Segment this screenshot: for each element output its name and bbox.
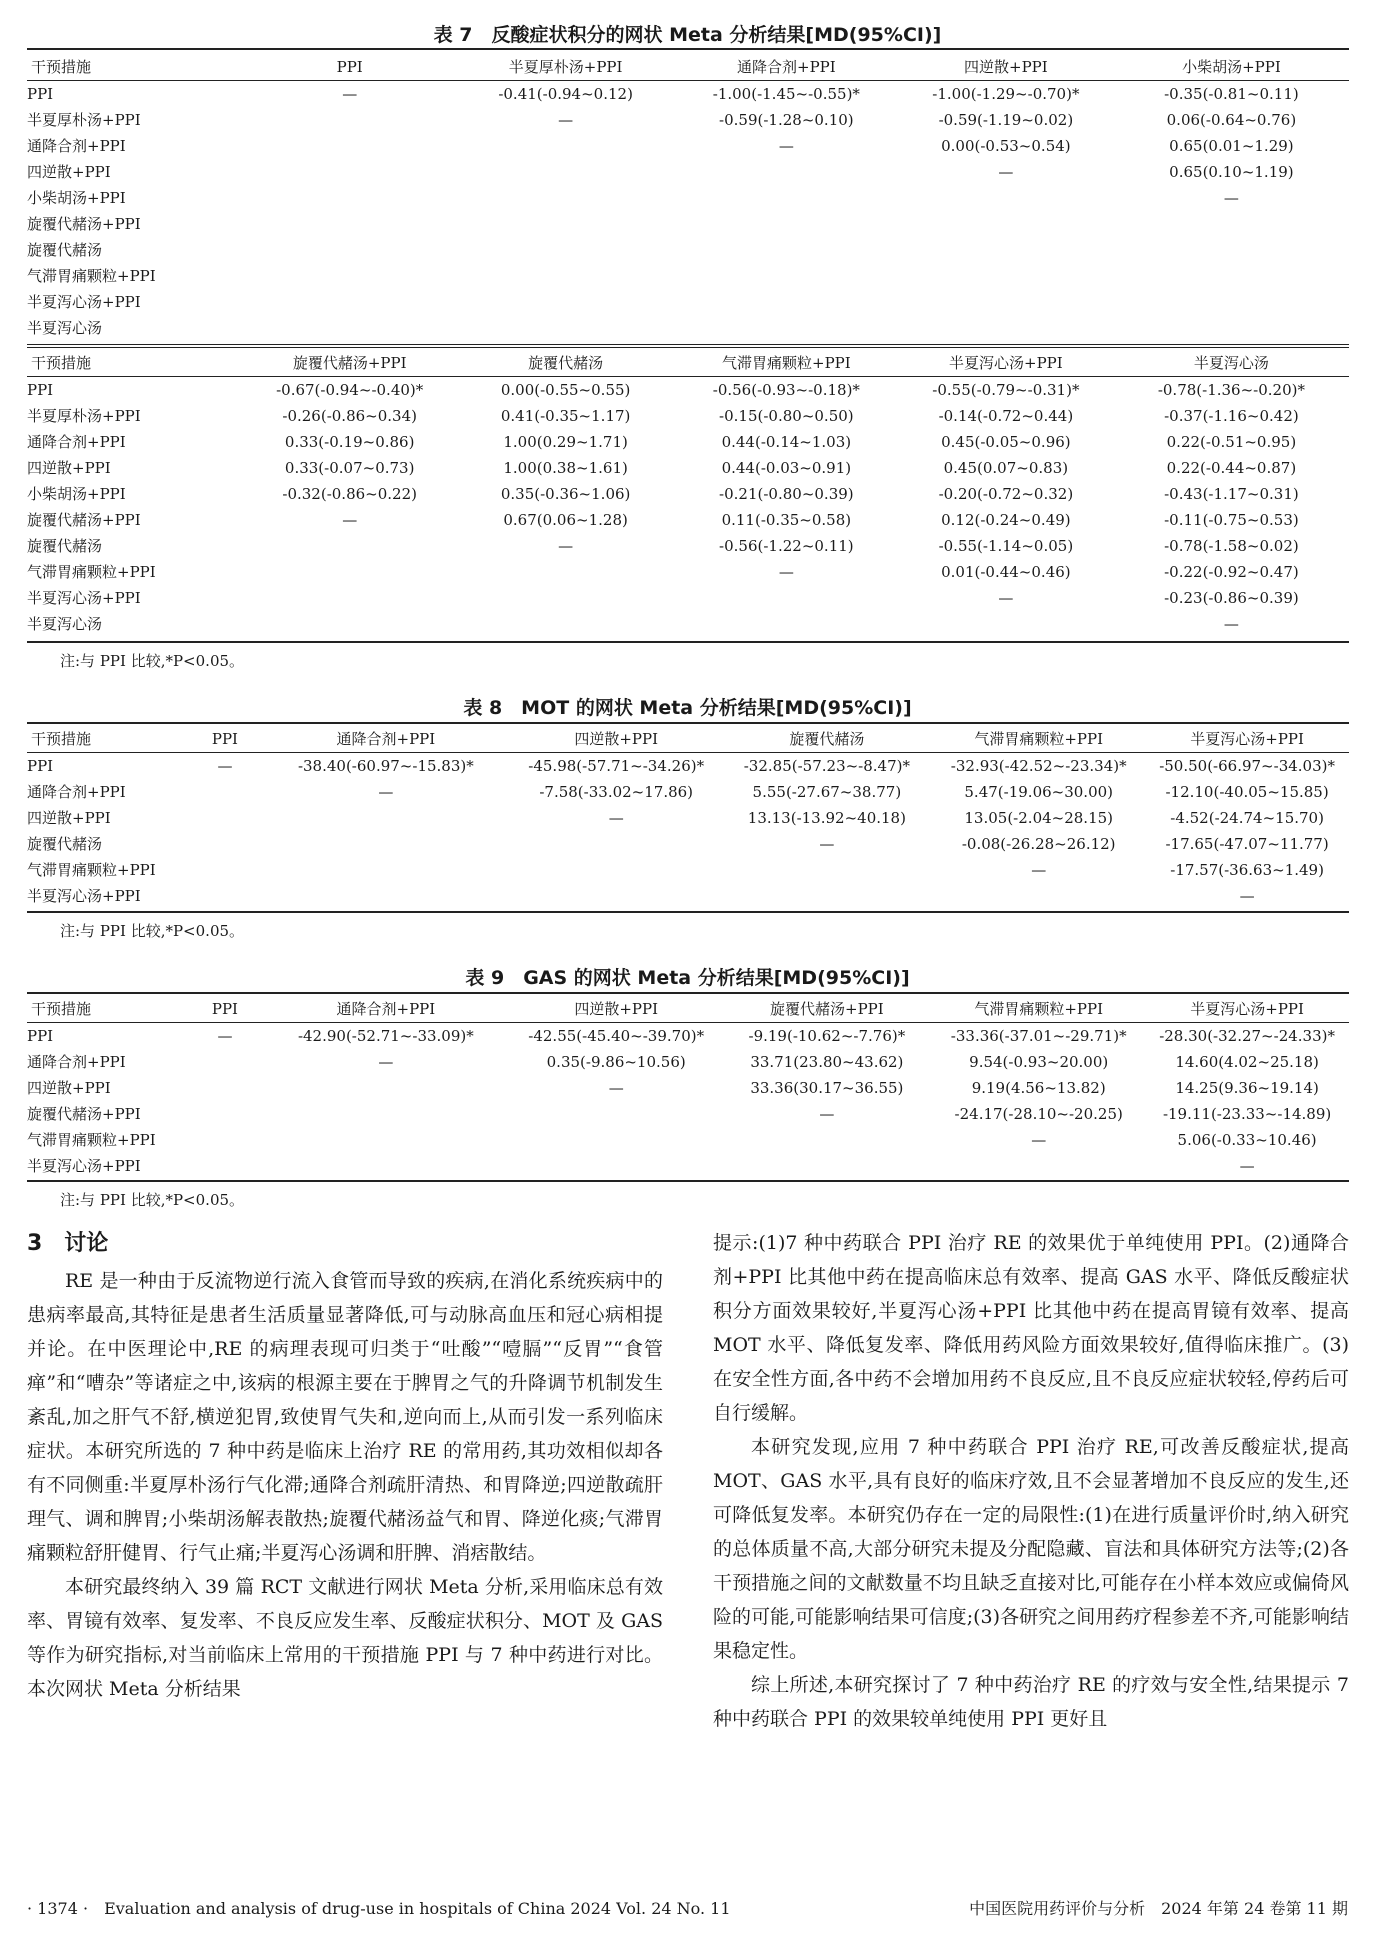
table-cell: 14.25(9.36~19.14)	[1175, 1079, 1319, 1097]
table-cell: 0.65(0.10~1.19)	[1169, 163, 1294, 181]
table-cell	[456, 559, 674, 585]
table-cell	[261, 805, 511, 831]
row-header: 旋覆代赭汤+PPI	[27, 215, 141, 233]
table-cell	[243, 611, 457, 637]
row-header: 四逆散+PPI	[27, 809, 111, 827]
table-cell: 0.06(-0.64~0.76)	[1166, 111, 1297, 129]
table-cell: 0.22(-0.44~0.87)	[1166, 459, 1297, 477]
table-cell	[189, 857, 261, 883]
table-cell: —	[778, 137, 794, 155]
table-cell	[898, 611, 1114, 637]
table-cell	[511, 1127, 722, 1153]
table-cell: -42.55(-45.40~-39.70)*	[528, 1027, 705, 1045]
table-cell: —	[1223, 189, 1239, 207]
table-cell: -0.32(-0.86~0.22)	[282, 485, 417, 503]
table7-note: 注:与 PPI 比较,*P<0.05。	[60, 652, 245, 670]
table8-caption: 表 8 MOT 的网状 Meta 分析结果[MD(95%CI)]	[463, 697, 912, 719]
table-cell: 0.45(-0.05~0.96)	[941, 433, 1071, 451]
column-header: 半夏泻心汤	[1114, 350, 1349, 377]
row-header: 旋覆代赭汤+PPI	[27, 511, 141, 529]
row-header: 通降合剂+PPI	[27, 783, 126, 801]
table-cell: —	[217, 1027, 233, 1045]
table-cell: —	[1031, 861, 1047, 879]
table-cell	[675, 211, 898, 237]
table-cell: 0.44(-0.14~1.03)	[721, 433, 852, 451]
table-cell: 0.33(-0.07~0.73)	[284, 459, 415, 477]
row-header: 气滞胃痛颗粒+PPI	[27, 267, 156, 285]
table-row	[27, 1127, 1349, 1153]
table-cell	[456, 315, 674, 341]
table-cell: -24.17(-28.10~-20.25)	[954, 1105, 1123, 1123]
table-row	[27, 883, 1349, 909]
table-cell	[243, 185, 457, 211]
table-cell: 5.47(-19.06~30.00)	[964, 783, 1114, 801]
table-row	[27, 753, 1349, 780]
table-cell: 0.44(-0.03~0.91)	[721, 459, 852, 477]
table-cell	[456, 133, 674, 159]
table-cell: —	[378, 1053, 394, 1071]
table-cell	[1114, 211, 1349, 237]
table-cell: -0.14(-0.72~0.44)	[938, 407, 1074, 425]
table-cell	[456, 289, 674, 315]
table-row	[27, 237, 1349, 263]
body-paragraph: 本研究最终纳入 39 篇 RCT 文献进行网状 Meta 分析,采用临床总有效率、胃镜有效率、复发率、不良反应发生率、反酸症状积分、MOT 及 GAS 等作为研究指标,对当前临床上常用的干预措施 PPI 与 7 种中药进行对比。本次网状 Meta 分析结果	[27, 1576, 663, 1700]
table-cell: —	[998, 589, 1014, 607]
column-header: 干预措施	[27, 726, 189, 753]
table-cell	[1114, 263, 1349, 289]
table-row	[27, 805, 1349, 831]
table-cell: 0.22(-0.51~0.95)	[1166, 433, 1297, 451]
table-cell	[243, 263, 457, 289]
table-cell: -0.56(-1.22~0.11)	[719, 537, 854, 555]
table-cell: 5.06(-0.33~10.46)	[1177, 1131, 1317, 1149]
table-cell	[722, 857, 933, 883]
table-cell	[189, 1101, 261, 1127]
body-paragraph: RE 是一种由于反流物逆行流入食管而导致的疾病,在消化系统疾病中的患病率最高,其特征是患者生活质量显著降低,可与动脉高血压和冠心病相提并论。在中医理论中,RE 的病理表现可归类于“吐酸”“噎膈”“反胃”“食管瘅”和“嘈杂”等诸症之中,该病的根源主要在于脾胃之气的升降调节机制发生紊乱,加之肝气不舒,横逆犯胃,致使胃气失和,逆向而上,从而引发一系列临床症状。本研究所选的 7 种中药是临床上治疗 RE 的常用药,其功效相似却各有不同侧重:半夏厚朴汤行气化滞;通降合剂疏肝清热、和胃降逆;四逆散疏肝理气、调和脾胃;小柴胡汤解表散热;旋覆代赭汤益气和胃、降逆化痰;气滞胃痛颗粒舒肝健胃、行气止痛;半夏泻心汤调和肝脾、消痞散结。	[27, 1270, 663, 1564]
table8-bottom-rule	[27, 911, 1349, 913]
table-cell: 0.00(-0.55~0.55)	[500, 381, 631, 399]
table-cell: -17.65(-47.07~11.77)	[1165, 835, 1329, 853]
table8-top-rule	[27, 722, 1349, 724]
row-header: 四逆散+PPI	[27, 1079, 111, 1097]
table-cell: —	[1239, 887, 1255, 905]
table-cell: -0.43(-1.17~0.31)	[1164, 485, 1299, 503]
table-cell	[456, 611, 674, 637]
table-cell: -0.78(-1.36~-0.20)*	[1157, 381, 1305, 399]
table-cell	[898, 185, 1114, 211]
table-cell	[511, 883, 722, 909]
column-header: 旋覆代赭汤+PPI	[722, 996, 933, 1023]
table-cell	[898, 211, 1114, 237]
table-cell: -33.36(-37.01~-29.71)*	[950, 1027, 1127, 1045]
row-header: 半夏厚朴汤+PPI	[27, 111, 141, 129]
table-cell	[1114, 237, 1349, 263]
table7-part1	[27, 54, 1349, 341]
row-header: 旋覆代赭汤+PPI	[27, 1105, 141, 1123]
row-header: 旋覆代赭汤	[27, 537, 103, 555]
column-header: 半夏泻心汤+PPI	[1145, 996, 1349, 1023]
table-row	[27, 481, 1349, 507]
column-header: 半夏厚朴汤+PPI	[456, 54, 674, 81]
table-cell: -0.11(-0.75~0.53)	[1164, 511, 1299, 529]
table-cell: 0.11(-0.35~0.58)	[721, 511, 852, 529]
table-cell: -28.30(-32.27~-24.33)*	[1159, 1027, 1335, 1045]
table-cell	[261, 1101, 511, 1127]
table-row	[27, 585, 1349, 611]
table-cell: -0.23(-0.86~0.39)	[1164, 589, 1299, 607]
table-cell: -0.59(-1.28~0.10)	[719, 111, 854, 129]
table-row	[27, 263, 1349, 289]
table-cell: —	[998, 163, 1014, 181]
row-header: 气滞胃痛颗粒+PPI	[27, 861, 156, 879]
table-cell: —	[608, 1079, 624, 1097]
table-cell	[675, 315, 898, 341]
table9-note: 注:与 PPI 比较,*P<0.05。	[60, 1191, 245, 1209]
column-header: 旋覆代赭汤+PPI	[243, 350, 457, 377]
table-cell: -0.20(-0.72~0.32)	[938, 485, 1074, 503]
table-cell: —	[342, 511, 358, 529]
table8-note: 注:与 PPI 比较,*P<0.05。	[60, 922, 245, 940]
table9-top-rule	[27, 992, 1349, 994]
table-row	[27, 779, 1349, 805]
table-cell	[932, 1153, 1145, 1179]
table-cell	[675, 159, 898, 185]
column-header: 干预措施	[27, 54, 243, 81]
table-cell	[189, 831, 261, 857]
table-cell: 1.00(0.38~1.61)	[503, 459, 628, 477]
table-cell: -0.67(-0.94~-0.40)*	[276, 381, 424, 399]
row-header: 旋覆代赭汤	[27, 241, 103, 259]
column-header: 半夏泻心汤+PPI	[1145, 726, 1349, 753]
table-cell	[243, 559, 457, 585]
table7-bottom-rule	[27, 641, 1349, 643]
table-cell	[456, 585, 674, 611]
table-cell: -32.93(-42.52~-23.34)*	[950, 757, 1127, 775]
table-cell	[898, 289, 1114, 315]
footer-right: 中国医院用药评价与分析 2024 年第 24 卷第 11 期	[969, 1899, 1348, 1918]
table-cell	[1114, 289, 1349, 315]
table-cell: -1.00(-1.29~-0.70)*	[932, 85, 1080, 103]
table-cell: 0.01(-0.44~0.46)	[941, 563, 1071, 581]
table-row	[27, 455, 1349, 481]
body-left-column	[27, 1264, 663, 1706]
table-cell: 33.71(23.80~43.62)	[750, 1053, 904, 1071]
table-cell: -0.08(-26.28~26.12)	[961, 835, 1116, 853]
table-cell: 14.60(4.02~25.18)	[1175, 1053, 1319, 1071]
row-header: 半夏厚朴汤+PPI	[27, 407, 141, 425]
table-cell: —	[558, 537, 574, 555]
table-cell: —	[1031, 1131, 1047, 1149]
table-cell: 0.00(-0.53~0.54)	[941, 137, 1071, 155]
row-header: 气滞胃痛颗粒+PPI	[27, 1131, 156, 1149]
table-cell: -0.22(-0.92~0.47)	[1164, 563, 1299, 581]
table-cell: -42.90(-52.71~-33.09)*	[297, 1027, 474, 1045]
table-cell: -0.56(-0.93~-0.18)*	[712, 381, 860, 399]
row-header: 四逆散+PPI	[27, 459, 111, 477]
table-cell: 0.35(-9.86~10.56)	[546, 1053, 686, 1071]
table-cell	[1114, 315, 1349, 341]
column-header: 四逆散+PPI	[511, 726, 722, 753]
table-cell	[261, 1127, 511, 1153]
table-cell: -0.26(-0.86~0.34)	[282, 407, 417, 425]
table-cell: -0.15(-0.80~0.50)	[719, 407, 854, 425]
table-cell: 13.13(-13.92~40.18)	[747, 809, 906, 827]
table-cell: -4.52(-24.74~15.70)	[1170, 809, 1324, 827]
column-header: 四逆散+PPI	[511, 996, 722, 1023]
table-cell: 0.67(0.06~1.28)	[503, 511, 628, 529]
footer-left: · 1374 · Evaluation and analysis of drug-use in hospitals of China 2024 Vol. 24 No. 11	[27, 1899, 731, 1918]
table-row	[27, 315, 1349, 341]
table-cell	[511, 831, 722, 857]
table-cell	[243, 211, 457, 237]
table9-bottom-rule	[27, 1180, 1349, 1182]
table-cell: 0.41(-0.35~1.17)	[500, 407, 631, 425]
body-paragraph: 综上所述,本研究探讨了 7 种中药治疗 RE 的疗效与安全性,结果提示 7 种中药联合 PPI 的效果较单纯使用 PPI 更好且	[713, 1674, 1349, 1730]
column-header: 旋覆代赭汤	[722, 726, 933, 753]
table-cell	[189, 1127, 261, 1153]
table-cell	[722, 1127, 933, 1153]
table-cell	[898, 315, 1114, 341]
column-header: 气滞胃痛颗粒+PPI	[932, 726, 1145, 753]
table-row	[27, 1075, 1349, 1101]
table-row	[27, 185, 1349, 211]
column-header: 气滞胃痛颗粒+PPI	[675, 350, 898, 377]
table-cell: -17.57(-36.63~1.49)	[1170, 861, 1324, 879]
table-row	[27, 533, 1349, 559]
table-cell	[456, 263, 674, 289]
row-header: 小柴胡汤+PPI	[27, 189, 126, 207]
row-header: PPI	[27, 757, 54, 775]
column-header: 通降合剂+PPI	[261, 996, 511, 1023]
table7-top-rule	[27, 48, 1349, 50]
table-cell: 0.33(-0.19~0.86)	[284, 433, 415, 451]
table-cell	[898, 263, 1114, 289]
table-cell: 9.54(-0.93~20.00)	[969, 1053, 1109, 1071]
row-header: 通降合剂+PPI	[27, 137, 126, 155]
table-row	[27, 507, 1349, 533]
table-cell: -0.59(-1.19~0.02)	[938, 111, 1074, 129]
table-cell: 0.12(-0.24~0.49)	[941, 511, 1071, 529]
table-cell	[243, 107, 457, 133]
table-cell: -1.00(-1.45~-0.55)*	[712, 85, 860, 103]
table-cell	[261, 1153, 511, 1179]
table9	[27, 996, 1349, 1179]
table-row	[27, 429, 1349, 455]
table-cell: -9.19(-10.62~-7.76)*	[748, 1027, 906, 1045]
table9-caption: 表 9 GAS 的网状 Meta 分析结果[MD(95%CI)]	[465, 967, 910, 989]
table-row	[27, 211, 1349, 237]
table-cell	[189, 779, 261, 805]
table-cell	[189, 805, 261, 831]
table-cell: 5.55(-27.67~38.77)	[752, 783, 902, 801]
table-cell: 1.00(0.29~1.71)	[503, 433, 628, 451]
table-cell	[243, 133, 457, 159]
table-cell	[243, 289, 457, 315]
column-header: 干预措施	[27, 996, 189, 1023]
table-cell: —	[342, 85, 358, 103]
row-header: 小柴胡汤+PPI	[27, 485, 126, 503]
column-header: PPI	[189, 726, 261, 753]
table-cell: 0.45(0.07~0.83)	[943, 459, 1069, 477]
column-header: 四逆散+PPI	[898, 54, 1114, 81]
row-header: 旋覆代赭汤	[27, 835, 103, 853]
table-cell	[456, 159, 674, 185]
table-cell: 0.65(0.01~1.29)	[1169, 137, 1294, 155]
column-header: PPI	[243, 54, 457, 81]
table-cell: -50.50(-66.97~-34.03)*	[1159, 757, 1335, 775]
row-header: 半夏泻心汤	[27, 319, 103, 337]
table7-mid-rule-2	[27, 347, 1349, 348]
table7-mid-rule-1	[27, 344, 1349, 345]
table7-part2	[27, 350, 1349, 637]
table-row	[27, 377, 1349, 404]
table-cell	[261, 1075, 511, 1101]
row-header: PPI	[27, 1027, 54, 1045]
row-header: 四逆散+PPI	[27, 163, 111, 181]
column-header: 干预措施	[27, 350, 243, 377]
table-cell: -0.41(-0.94~0.12)	[498, 85, 633, 103]
table-row	[27, 611, 1349, 637]
row-header: 半夏泻心汤+PPI	[27, 887, 141, 905]
table-row	[27, 1023, 1349, 1050]
table-cell	[675, 237, 898, 263]
row-header: 半夏泻心汤	[27, 615, 103, 633]
column-header: 通降合剂+PPI	[675, 54, 898, 81]
row-header: 气滞胃痛颗粒+PPI	[27, 563, 156, 581]
row-header: 半夏泻心汤+PPI	[27, 589, 141, 607]
table8	[27, 726, 1349, 909]
table-cell: —	[1239, 1157, 1255, 1175]
table-cell	[243, 315, 457, 341]
table-cell	[898, 237, 1114, 263]
table-cell: 9.19(4.56~13.82)	[971, 1079, 1106, 1097]
table-cell: 13.05(-2.04~28.15)	[964, 809, 1114, 827]
row-header: 半夏泻心汤+PPI	[27, 293, 141, 311]
table-cell	[675, 585, 898, 611]
column-header: 旋覆代赭汤	[456, 350, 674, 377]
table-cell: -38.40(-60.97~-15.83)*	[297, 757, 474, 775]
table-cell: -0.55(-0.79~-0.31)*	[932, 381, 1080, 399]
table-cell: -0.37(-1.16~0.42)	[1164, 407, 1299, 425]
table-cell: -0.55(-1.14~0.05)	[938, 537, 1074, 555]
table-row	[27, 1153, 1349, 1179]
body-paragraph: 本研究发现,应用 7 种中药联合 PPI 治疗 RE,可改善反酸症状,提高 MOT、GAS 水平,具有良好的临床疗效,且不会显著增加不良反应的发生,还可降低复发率。本研究仍存在一定的局限性:(1)在进行质量评价时,纳入研究的总体质量不高,大部分研究未提及分配隐藏、盲法和具体研究方法等;(2)各干预措施之间的文献数量不均且缺乏直接对比,可能存在小样本效应或偏倚风险的可能,可能影响结果可信度;(3)各研究之间用药疗程参差不齐,可能影响结果稳定性。	[713, 1436, 1349, 1662]
table-cell	[261, 883, 511, 909]
column-header: PPI	[189, 996, 261, 1023]
table-cell: —	[1223, 615, 1239, 633]
table-cell	[932, 883, 1145, 909]
table-cell: —	[217, 757, 233, 775]
table-cell	[456, 211, 674, 237]
body-paragraph: 提示:(1)7 种中药联合 PPI 治疗 RE 的效果优于单纯使用 PPI。(2)通降合剂+PPI 比其他中药在提高临床总有效率、提高 GAS 水平、降低反酸症状积分方面效果较好,半夏泻心汤+PPI 比其他中药在提高胃镜有效率、提高 MOT 水平、降低复发率、降低用药风险方面效果较好,值得临床推广。(3)在安全性方面,各中药不会增加用药不良反应,且不良反应症状较轻,停药后可自行缓解。	[713, 1232, 1349, 1424]
table-row	[27, 289, 1349, 315]
column-header: 小柴胡汤+PPI	[1114, 54, 1349, 81]
table-cell: —	[558, 111, 574, 129]
table-cell: -45.98(-57.71~-34.26)*	[528, 757, 705, 775]
table-cell	[189, 1153, 261, 1179]
row-header: 通降合剂+PPI	[27, 433, 126, 451]
table-cell	[456, 185, 674, 211]
table-cell	[675, 289, 898, 315]
table-cell	[261, 831, 511, 857]
table-row	[27, 831, 1349, 857]
table-row	[27, 107, 1349, 133]
table-cell: -0.35(-0.81~0.11)	[1164, 85, 1299, 103]
table-row	[27, 403, 1349, 429]
table-cell	[261, 857, 511, 883]
table-cell	[243, 159, 457, 185]
table-cell	[722, 883, 933, 909]
table-row	[27, 133, 1349, 159]
row-header: 半夏泻心汤+PPI	[27, 1157, 141, 1175]
table-cell: -32.85(-57.23~-8.47)*	[743, 757, 910, 775]
table-cell: -19.11(-23.33~-14.89)	[1162, 1105, 1332, 1123]
table-cell: -0.21(-0.80~0.39)	[719, 485, 854, 503]
row-header: PPI	[27, 381, 54, 399]
table-cell	[675, 263, 898, 289]
body-right-column	[713, 1226, 1349, 1736]
table-row	[27, 857, 1349, 883]
table-row	[27, 1049, 1349, 1075]
table-cell	[511, 1153, 722, 1179]
table-cell	[675, 611, 898, 637]
column-header: 气滞胃痛颗粒+PPI	[932, 996, 1145, 1023]
table-cell: —	[819, 835, 835, 853]
table-row	[27, 81, 1349, 108]
table-cell	[243, 533, 457, 559]
table7-caption: 表 7 反酸症状积分的网状 Meta 分析结果[MD(95%CI)]	[433, 24, 942, 46]
table-cell: -0.78(-1.58~0.02)	[1164, 537, 1299, 555]
table-cell: 0.35(-0.36~1.06)	[500, 485, 631, 503]
table-cell	[189, 883, 261, 909]
table-cell: —	[778, 563, 794, 581]
table-cell: -12.10(-40.05~15.85)	[1165, 783, 1329, 801]
table-cell	[243, 585, 457, 611]
table-cell	[722, 1153, 933, 1179]
row-header: 通降合剂+PPI	[27, 1053, 126, 1071]
table-cell	[189, 1049, 261, 1075]
table-cell	[511, 1101, 722, 1127]
table-cell: 33.36(30.17~36.55)	[750, 1079, 904, 1097]
table-cell	[189, 1075, 261, 1101]
table-row	[27, 159, 1349, 185]
column-header: 通降合剂+PPI	[261, 726, 511, 753]
table-row	[27, 1101, 1349, 1127]
table-cell: —	[819, 1105, 835, 1123]
table-row	[27, 559, 1349, 585]
table-cell	[456, 237, 674, 263]
row-header: PPI	[27, 85, 54, 103]
table-cell	[243, 237, 457, 263]
section-heading: 3 讨论	[27, 1231, 109, 1256]
table-cell	[675, 185, 898, 211]
table-cell: —	[378, 783, 394, 801]
table-cell: -7.58(-33.02~17.86)	[539, 783, 694, 801]
column-header: 半夏泻心汤+PPI	[898, 350, 1114, 377]
table-cell: —	[608, 809, 624, 827]
table-cell	[511, 857, 722, 883]
